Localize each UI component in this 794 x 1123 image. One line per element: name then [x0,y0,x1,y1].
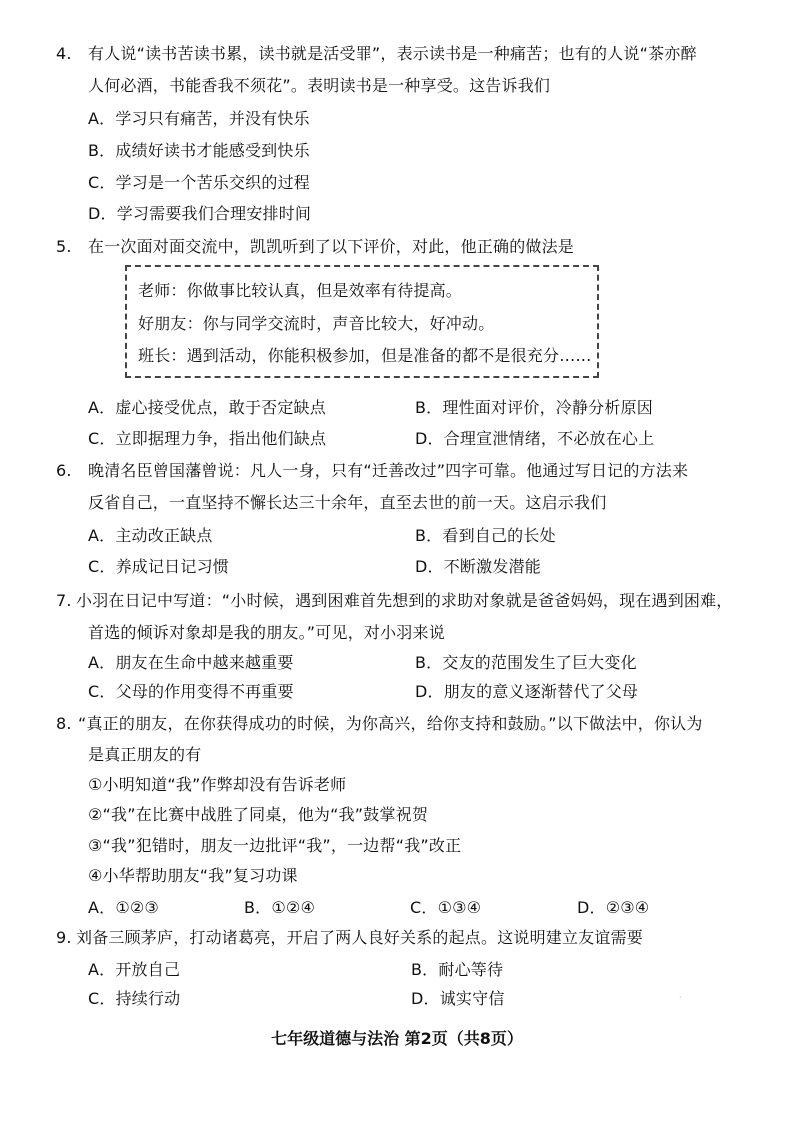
scan-speck: · [679,993,682,1002]
q5-stem-line1 [56,237,574,257]
q9-option-c: C．持续行动 [88,989,181,1008]
q4-option-a: A．学习只有痛苦，并没有快乐 [88,109,310,128]
q9-number: 9. [56,928,72,947]
q7-option-d: D．朋友的意义逐渐替代了父母 [415,682,639,701]
q8-option-c: C．①③④ [410,898,482,917]
q5-option-c: C．立即据理力争，指出他们缺点 [88,429,327,448]
q8-item-2: ②“我”在比赛中战胜了同桌，他为“我”鼓掌祝贺 [88,805,429,824]
q8-stem-text1: “真正的朋友，在你获得成功的时候，为你高兴，给你支持和鼓励。”以下做法中，你认为 [78,714,703,733]
page-footer: 七年级道德与法治 第2页（共8页） [271,1029,523,1048]
q5-stem-text1: 在一次面对面交流中，凯凯听到了以下评价，对此，他正确的做法是 [88,237,575,256]
q6-option-b: B．看到自己的长处 [415,526,556,545]
q6-option-a: A．主动改正缺点 [88,526,213,545]
q5-box-line3: 班长：遇到活动，你能积极参加，但是准备的都不是很充分…… [138,346,592,365]
q9-stem-line1 [56,928,643,948]
q7-stem-line1 [56,591,733,611]
q8-option-b: B．①②④ [244,898,316,917]
q6-stem-text1: 晚清名臣曾国藩曾说：凡人一身，只有“迁善改过”四字可靠。他通过写日记的方法来 [88,461,689,480]
q6-stem-line1 [56,461,688,481]
q4-stem-line1 [56,44,697,64]
q8-option-d: D．②③④ [577,898,650,917]
q5-option-a: A．虚心接受优点，敢于否定缺点 [88,398,326,417]
q6-option-d: D．不断激发潜能 [415,557,541,576]
q8-item-3: ③“我”犯错时，朋友一边批评“我”，一边帮“我”改正 [88,836,462,855]
q9-option-b: B．耐心等待 [411,960,504,979]
q8-item-1: ①小明知道“我”作弊却没有告诉老师 [88,775,347,794]
q6-stem-line2: 反省自己，一直坚持不懈长达三十余年，直至去世的前一天。这启示我们 [88,493,607,512]
q4-stem-text1: 有人说“读书苦读书累，读书就是活受罪”，表示读书是一种痛苦；也有的人说“茶亦醉 [88,44,697,63]
q7-option-c: C．父母的作用变得不再重要 [88,682,294,701]
q7-number: 7. [56,591,72,610]
q8-option-a: A．①②③ [88,898,159,917]
q8-stem-line2: 是真正朋友的有 [88,745,202,764]
q5-box-line1: 老师：你做事比较认真，但是效率有待提高。 [138,281,463,300]
q7-stem-line2: 首选的倾诉对象却是我的朋友。”可见，对小羽来说 [88,623,445,642]
q5-box-line2: 好朋友：你与同学交流时，声音比较大，好冲动。 [138,314,495,333]
q9-option-d: D．诚实守信 [411,989,505,1008]
q4-number: 4. [56,44,72,63]
q7-stem-text1: 小羽在日记中写道：“小时候，遇到困难首先想到的求助对象就是爸爸妈妈，现在遇到困难， [76,591,733,610]
q8-stem-line1 [56,714,703,734]
q4-option-b: B．成绩好读书才能感受到快乐 [88,141,310,160]
q9-option-a: A．开放自己 [88,960,181,979]
q4-option-d: D．学习需要我们合理安排时间 [88,204,312,223]
q5-number: 5. [56,237,72,256]
q5-option-d: D．合理宣泄情绪，不必放在心上 [415,429,655,448]
q8-number: 8. [56,714,72,733]
q4-option-c: C．学习是一个苦乐交织的过程 [88,173,310,192]
q9-stem-text1: 刘备三顾茅庐，打动诸葛亮，开启了两人良好关系的起点。这说明建立友谊需要 [76,928,644,947]
q4-stem-line2: 人何必酒，书能香我不须花”。表明读书是一种享受。这告诉我们 [88,76,551,95]
q6-option-c: C．养成记日记习惯 [88,557,229,576]
q7-option-b: B．交友的范围发生了巨大变化 [415,653,637,672]
q6-number: 6. [56,461,72,480]
q8-item-4: ④小华帮助朋友“我”复习功课 [88,866,298,885]
q7-option-a: A．朋友在生命中越来越重要 [88,653,294,672]
q5-option-b: B．理性面对评价，冷静分析原因 [415,398,653,417]
